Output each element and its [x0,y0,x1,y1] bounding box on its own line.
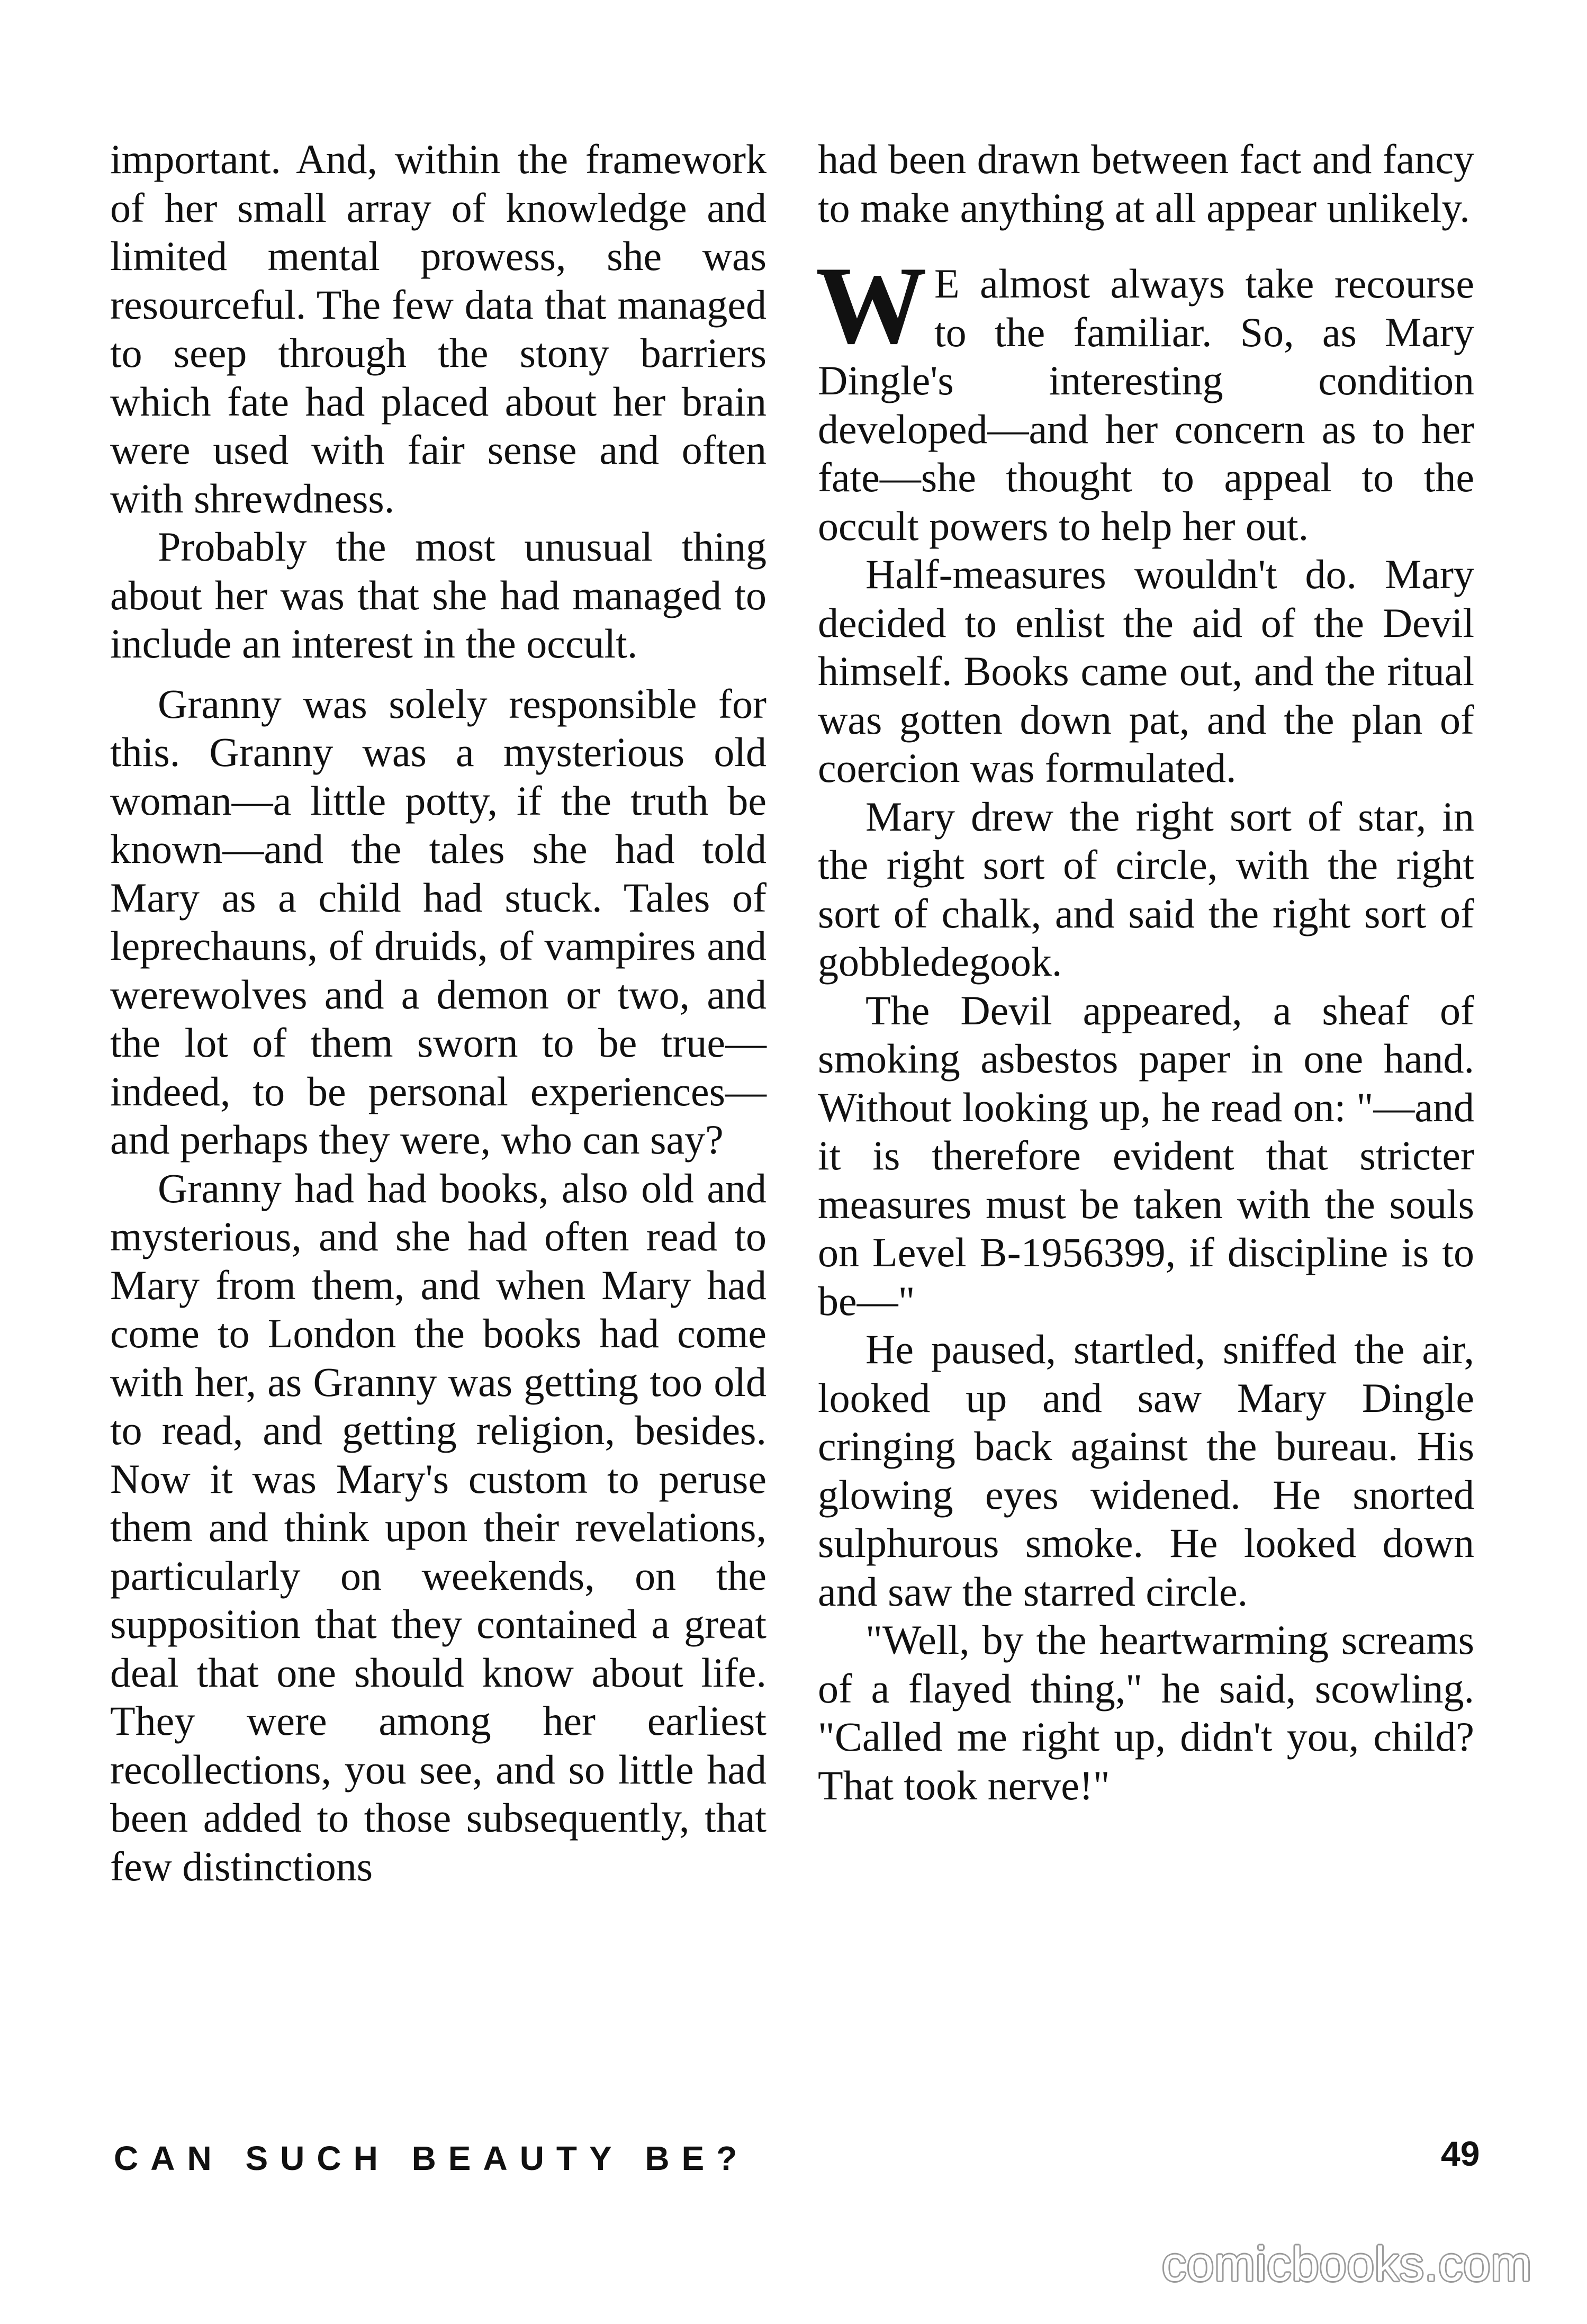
left-text-column [110,135,767,1890]
drop-cap-letter: W [816,244,927,367]
paragraph: had been drawn between fact and fancy to make anything at all appear unlikely. [818,136,1474,231]
paragraph: Granny had had books, also old and mysterious, and she had often read to Mary from them, and when Mary had come to London the books had come with her, as Granny was getting too old to read, and getting religion, besides. Now it was Mary's custom to peruse them and think upon their revelations, particularly on weekends, on the supposition that they contained a great deal that one should know about life. They were among her earliest recollections, you see, and so little had been added to those subsequently, that few distinctions [110,1165,767,1889]
drop-cap-paragraph [816,244,1474,550]
paragraph: important. And, within the framework of her small array of knowledge and limited mental prowess, she was resourceful. The few data that managed to seep through the stony barriers which fate had placed about her brain were used with fair sense and often with shrewdness. [110,136,767,521]
paragraph: Probably the most unusual thing about her was that she had managed to include an interest in the occult. [110,524,767,666]
right-text-column [818,135,1474,1809]
drop-cap-paragraph-text: E almost always take recourse to the familiar. So, as Mary Dingle's interesting condition developed—and her concern as to her fate—she thought to appeal to the occult powers to help her out. [818,260,1474,549]
site-watermark: comicbooks.com [1162,2237,1532,2291]
paragraph: Granny was solely responsible for this. Granny was a mysterious old woman—a little potty, if the truth be known—and the tales she had told Mary as a child had stuck. Tales of leprechauns, of druids, of vampires and werewolves and a demon or two, and the lot of them sworn to be true—indeed, to be personal experiences—and perhaps they were, who can say? [110,680,767,1163]
paragraph: Mary drew the right sort of star, in the right sort of circle, with the right sort of chalk, and said the right sort of gobbledegook. [818,793,1474,985]
paragraph: "Well, by the heartwarming screams of a flayed thing," he said, scowling. "Called me right up, didn't you, child? That took nerve!" [818,1617,1474,1808]
paragraph: The Devil appeared, a sheaf of smoking asbestos paper in one hand. Without looking up, he read on: "—and it is therefore evident that stricter measures must be taken with the souls on Level B-1956399, if discipline is to be—" [818,987,1474,1324]
paragraph: Half-measures wouldn't do. Mary decided to enlist the aid of the Devil himself. Books came out, and the ritual was gotten down pat, and the plan of coercion was formulated. [818,551,1474,791]
page-number: 49 [1441,2134,1480,2173]
running-footer-title: CAN SUCH BEAUTY BE? [114,2139,750,2177]
paragraph: He paused, startled, sniffed the air, looked up and saw Mary Dingle cringing back against the bureau. His glowing eyes widened. He snorted sulphurous smoke. He looked down and saw the starred circle. [818,1326,1474,1615]
